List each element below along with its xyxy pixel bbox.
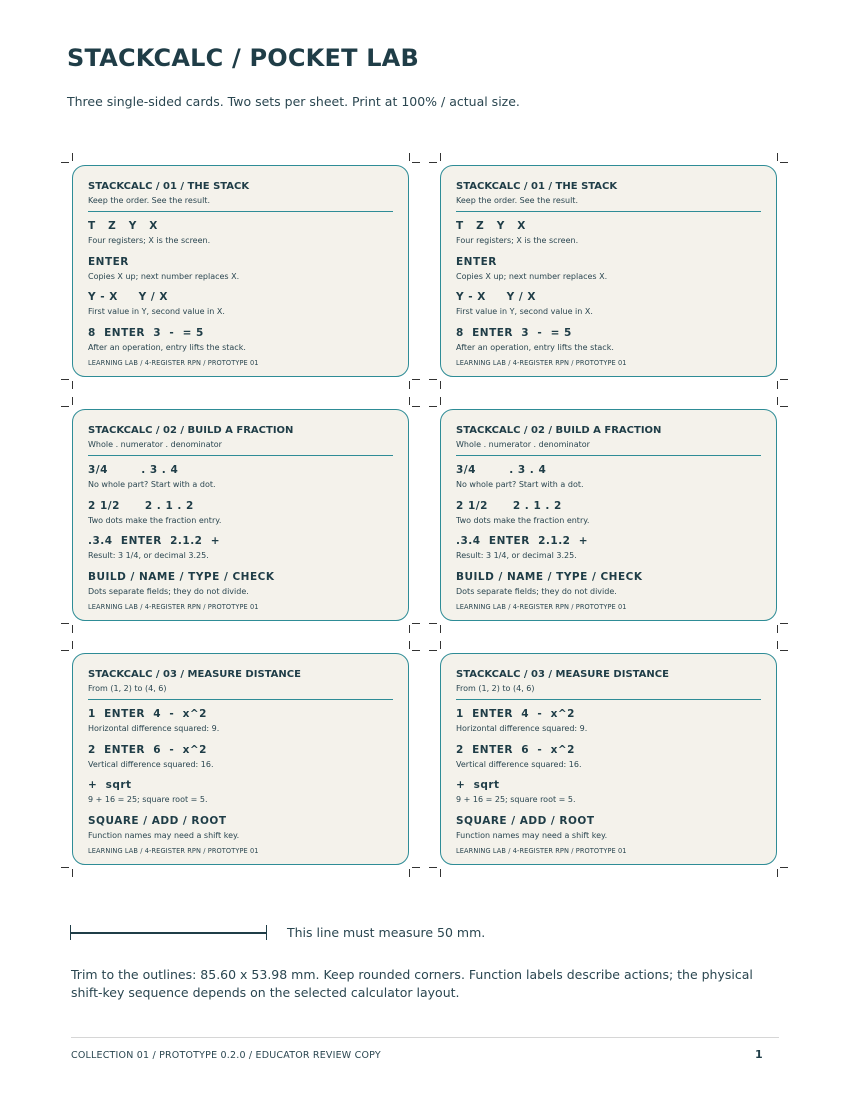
card-divider bbox=[88, 699, 393, 700]
key-description: No whole part? Start with a dot. bbox=[88, 480, 216, 489]
key-description: After an operation, entry lifts the stack. bbox=[456, 342, 614, 352]
crop-mark bbox=[780, 650, 788, 651]
key-sequence: .3.4 ENTER 2.1.2 + bbox=[456, 535, 589, 547]
card-title: STACKCALC / 02 / BUILD A FRACTION bbox=[456, 425, 662, 436]
crop-mark bbox=[412, 379, 420, 380]
card bbox=[72, 165, 409, 377]
key-sequence: + sqrt bbox=[88, 779, 132, 791]
crop-mark bbox=[440, 641, 441, 649]
card-divider bbox=[88, 211, 393, 212]
crop-mark bbox=[429, 623, 437, 624]
key-description: No whole part? Start with a dot. bbox=[456, 480, 584, 489]
key-description: First value in Y, second value in X. bbox=[88, 307, 225, 316]
card-footer: LEARNING LAB / 4-REGISTER RPN / PROTOTYPE 01 bbox=[88, 603, 259, 611]
key-sequence: 8 ENTER 3 - = 5 bbox=[88, 326, 204, 339]
key-description: 9 + 16 = 25; square root = 5. bbox=[456, 795, 576, 804]
card-title: STACKCALC / 03 / MEASURE DISTANCE bbox=[88, 669, 301, 680]
crop-mark bbox=[440, 869, 441, 877]
crop-mark bbox=[777, 397, 778, 405]
crop-mark bbox=[440, 153, 441, 161]
card-footer: LEARNING LAB / 4-REGISTER RPN / PROTOTYPE 01 bbox=[88, 359, 259, 367]
crop-mark bbox=[777, 381, 778, 389]
card-rows bbox=[456, 463, 761, 598]
key-description: Result: 3 1/4, or decimal 3.25. bbox=[456, 551, 577, 560]
card-subtitle: From (1, 2) to (4, 6) bbox=[456, 684, 535, 693]
crop-mark bbox=[61, 623, 69, 624]
card-subtitle: Keep the order. See the result. bbox=[88, 196, 210, 205]
key-description: Horizontal difference squared: 9. bbox=[88, 724, 220, 733]
card-title: STACKCALC / 01 / THE STACK bbox=[88, 181, 250, 192]
key-sequence: BUILD / NAME / TYPE / CHECK bbox=[456, 570, 643, 583]
key-sequence: .3.4 ENTER 2.1.2 + bbox=[88, 535, 221, 547]
crop-mark bbox=[429, 406, 437, 407]
card bbox=[72, 653, 409, 865]
key-description: Function names may need a shift key. bbox=[456, 830, 608, 840]
card-rows bbox=[456, 219, 761, 354]
key-sequence: 2 ENTER 6 - x^2 bbox=[456, 743, 575, 756]
crop-mark bbox=[780, 162, 788, 163]
crop-mark bbox=[777, 641, 778, 649]
key-sequence: 2 1/2 2 . 1 . 2 bbox=[456, 499, 562, 512]
crop-mark bbox=[412, 650, 420, 651]
page-title: STACKCALC / POCKET LAB bbox=[67, 44, 419, 72]
crop-mark bbox=[780, 406, 788, 407]
key-sequence: 3/4 . 3 . 4 bbox=[88, 464, 179, 476]
key-description: After an operation, entry lifts the stack. bbox=[88, 342, 246, 352]
key-sequence: ENTER bbox=[88, 255, 129, 268]
key-sequence: 3/4 . 3 . 4 bbox=[456, 464, 547, 476]
crop-mark bbox=[409, 641, 410, 649]
card-divider bbox=[456, 211, 761, 212]
crop-mark bbox=[72, 641, 73, 649]
card-footer: LEARNING LAB / 4-REGISTER RPN / PROTOTYPE 01 bbox=[456, 603, 627, 611]
card-title: STACKCALC / 01 / THE STACK bbox=[456, 181, 618, 192]
key-sequence: + sqrt bbox=[456, 779, 500, 791]
crop-mark bbox=[777, 153, 778, 161]
crop-mark bbox=[429, 867, 437, 868]
crop-mark bbox=[61, 406, 69, 407]
crop-mark bbox=[412, 867, 420, 868]
key-sequence: Y - X Y / X bbox=[88, 291, 168, 303]
crop-mark bbox=[780, 623, 788, 624]
page-subtitle: Three single-sided cards. Two sets per sheet. Print at 100% / actual size. bbox=[67, 94, 520, 109]
card bbox=[72, 409, 409, 621]
key-sequence: 8 ENTER 3 - = 5 bbox=[456, 326, 572, 339]
card-rows bbox=[88, 219, 393, 354]
crop-mark bbox=[72, 869, 73, 877]
crop-mark bbox=[72, 381, 73, 389]
key-sequence: T Z Y X bbox=[88, 220, 158, 232]
footer-text: COLLECTION 01 / PROTOTYPE 0.2.0 / EDUCATOR REVIEW COPY bbox=[71, 1050, 381, 1061]
key-sequence: SQUARE / ADD / ROOT bbox=[88, 814, 227, 827]
card-rows bbox=[456, 707, 761, 842]
crop-mark bbox=[429, 379, 437, 380]
key-sequence: 2 1/2 2 . 1 . 2 bbox=[88, 499, 194, 512]
key-sequence: T Z Y X bbox=[456, 220, 526, 232]
key-description: Four registers; X is the screen. bbox=[456, 236, 579, 245]
crop-mark bbox=[777, 869, 778, 877]
key-description: Two dots make the fraction entry. bbox=[456, 515, 590, 525]
crop-mark bbox=[61, 162, 69, 163]
crop-mark bbox=[440, 625, 441, 633]
key-sequence: BUILD / NAME / TYPE / CHECK bbox=[88, 570, 275, 583]
scale-tick-right bbox=[266, 925, 267, 940]
card-divider bbox=[88, 455, 393, 456]
card bbox=[440, 653, 777, 865]
card-footer: LEARNING LAB / 4-REGISTER RPN / PROTOTYPE 01 bbox=[456, 847, 627, 855]
crop-mark bbox=[409, 625, 410, 633]
card-subtitle: Whole . numerator . denominator bbox=[456, 440, 590, 449]
footer-divider bbox=[71, 1037, 779, 1038]
crop-mark bbox=[412, 406, 420, 407]
card-divider bbox=[456, 699, 761, 700]
trim-note: Trim to the outlines: 85.60 x 53.98 mm. Keep rounded corners. Function labels describe actions; the physical shift-key sequence depends on the selected calculator layout. bbox=[71, 967, 753, 1000]
crop-mark bbox=[412, 162, 420, 163]
scale-label: This line must measure 50 mm. bbox=[287, 925, 486, 940]
crop-mark bbox=[61, 650, 69, 651]
card-title: STACKCALC / 03 / MEASURE DISTANCE bbox=[456, 669, 669, 680]
key-sequence: Y - X Y / X bbox=[456, 291, 536, 303]
key-description: Copies X up; next number replaces X. bbox=[88, 271, 240, 281]
key-sequence: 1 ENTER 4 - x^2 bbox=[88, 708, 207, 720]
card-footer: LEARNING LAB / 4-REGISTER RPN / PROTOTYPE 01 bbox=[456, 359, 627, 367]
crop-mark bbox=[61, 867, 69, 868]
crop-mark bbox=[780, 379, 788, 380]
key-sequence: 2 ENTER 6 - x^2 bbox=[88, 743, 207, 756]
card-footer: LEARNING LAB / 4-REGISTER RPN / PROTOTYPE 01 bbox=[88, 847, 259, 855]
card-divider bbox=[456, 455, 761, 456]
crop-mark bbox=[409, 153, 410, 161]
crop-mark bbox=[440, 381, 441, 389]
key-description: Function names may need a shift key. bbox=[88, 830, 240, 840]
card bbox=[440, 165, 777, 377]
key-description: Result: 3 1/4, or decimal 3.25. bbox=[88, 551, 209, 560]
key-description: Copies X up; next number replaces X. bbox=[456, 271, 608, 281]
key-description: First value in Y, second value in X. bbox=[456, 307, 593, 316]
card-subtitle: Keep the order. See the result. bbox=[456, 196, 578, 205]
card-rows bbox=[88, 707, 393, 842]
crop-mark bbox=[409, 381, 410, 389]
key-sequence: ENTER bbox=[456, 255, 497, 268]
key-sequence: SQUARE / ADD / ROOT bbox=[456, 814, 595, 827]
crop-mark bbox=[780, 867, 788, 868]
crop-mark bbox=[72, 397, 73, 405]
page-number: 1 bbox=[755, 1048, 763, 1061]
crop-mark bbox=[409, 869, 410, 877]
crop-mark bbox=[412, 623, 420, 624]
card bbox=[440, 409, 777, 621]
crop-mark bbox=[777, 625, 778, 633]
crop-mark bbox=[61, 379, 69, 380]
key-description: Four registers; X is the screen. bbox=[88, 236, 211, 245]
card-rows bbox=[88, 463, 393, 598]
card-title: STACKCALC / 02 / BUILD A FRACTION bbox=[88, 425, 294, 436]
key-description: Two dots make the fraction entry. bbox=[88, 515, 222, 525]
card-subtitle: From (1, 2) to (4, 6) bbox=[88, 684, 167, 693]
crop-mark bbox=[72, 625, 73, 633]
crop-mark bbox=[429, 162, 437, 163]
crop-mark bbox=[440, 397, 441, 405]
crop-mark bbox=[409, 397, 410, 405]
key-description: Vertical difference squared: 16. bbox=[88, 759, 214, 769]
key-sequence: 1 ENTER 4 - x^2 bbox=[456, 708, 575, 720]
crop-mark bbox=[429, 650, 437, 651]
scale-line bbox=[71, 932, 267, 934]
crop-mark bbox=[72, 153, 73, 161]
key-description: Vertical difference squared: 16. bbox=[456, 759, 582, 769]
key-description: Dots separate fields; they do not divide. bbox=[456, 586, 617, 596]
key-description: Dots separate fields; they do not divide. bbox=[88, 586, 249, 596]
key-description: 9 + 16 = 25; square root = 5. bbox=[88, 795, 208, 804]
key-description: Horizontal difference squared: 9. bbox=[456, 724, 588, 733]
card-subtitle: Whole . numerator . denominator bbox=[88, 440, 222, 449]
